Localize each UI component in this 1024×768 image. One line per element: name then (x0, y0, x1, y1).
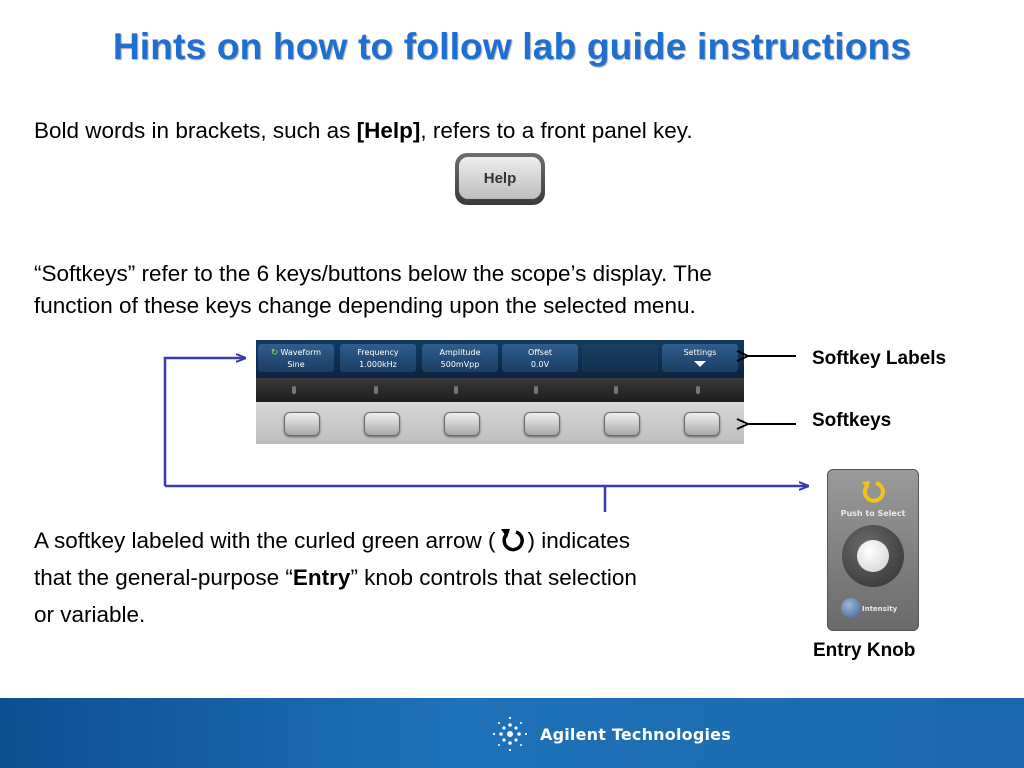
curl-arrow-icon (496, 526, 528, 554)
para3-part4: ” knob controls that selection (350, 565, 637, 590)
para3-bold: Entry (292, 565, 351, 590)
softkey-label-6-title: Settings (683, 348, 717, 357)
para3-line2 (34, 559, 804, 596)
footer-brand: Agilent Technologies (540, 725, 731, 744)
softkey-label-3-title: Amplitude (439, 348, 481, 357)
para2-line1: “Softkeys” refer to the 6 keys/buttons below the scope’s display. The (34, 261, 712, 286)
softkey-label-1-title: Waveform (280, 348, 322, 357)
softkey-label-2-value: 1.000kHz (359, 360, 397, 369)
callout-softkey-labels: Softkey Labels (812, 348, 947, 369)
help-key-label: Help (459, 157, 541, 199)
para3-part5: or variable. (34, 602, 146, 627)
para2-line2: function of these keys change depending upon the selected menu. (34, 293, 696, 318)
curl-arrow-icon (859, 478, 887, 506)
callout-entry-knob: Entry Knob (813, 640, 916, 661)
intensity-label: Intensity (862, 605, 898, 613)
softkey-label-2-title: Frequency (357, 348, 399, 357)
entry-knob-center (857, 540, 889, 572)
slide-title: Hints on how to follow lab guide instructions (112, 26, 912, 67)
para1-bold: [Help] (356, 118, 421, 143)
callout-softkeys: Softkeys (812, 410, 892, 431)
para1-before: Bold words in brackets, such as (34, 118, 357, 143)
para3-line1 (34, 522, 804, 559)
para3-part1: A softkey labeled with the curled green arrow ( (34, 528, 496, 553)
para3-part2: ) indicates (527, 528, 631, 553)
softkey-label-4-title: Offset (527, 348, 553, 357)
entry-knob (842, 525, 904, 587)
intensity-button (841, 598, 861, 618)
softkey-label-3-value: 500mVpp (440, 360, 480, 369)
footer-bar (0, 698, 1024, 768)
agilent-spark-logo-icon (488, 712, 532, 756)
blue-connector-to-labels (165, 358, 245, 486)
entry-knob-image (827, 469, 919, 631)
softkey-label-4-value: 0.0V (530, 360, 550, 369)
paragraph-entry (34, 522, 804, 633)
softkey-label-1-value: Sine (287, 360, 305, 369)
para1-after: , refers to a front panel key. (420, 118, 693, 143)
curl-arrow-icon: ↻ (270, 348, 279, 358)
push-to-select-label: Push to Select (840, 509, 906, 518)
para3-part3: that the general-purpose “ (34, 565, 293, 590)
